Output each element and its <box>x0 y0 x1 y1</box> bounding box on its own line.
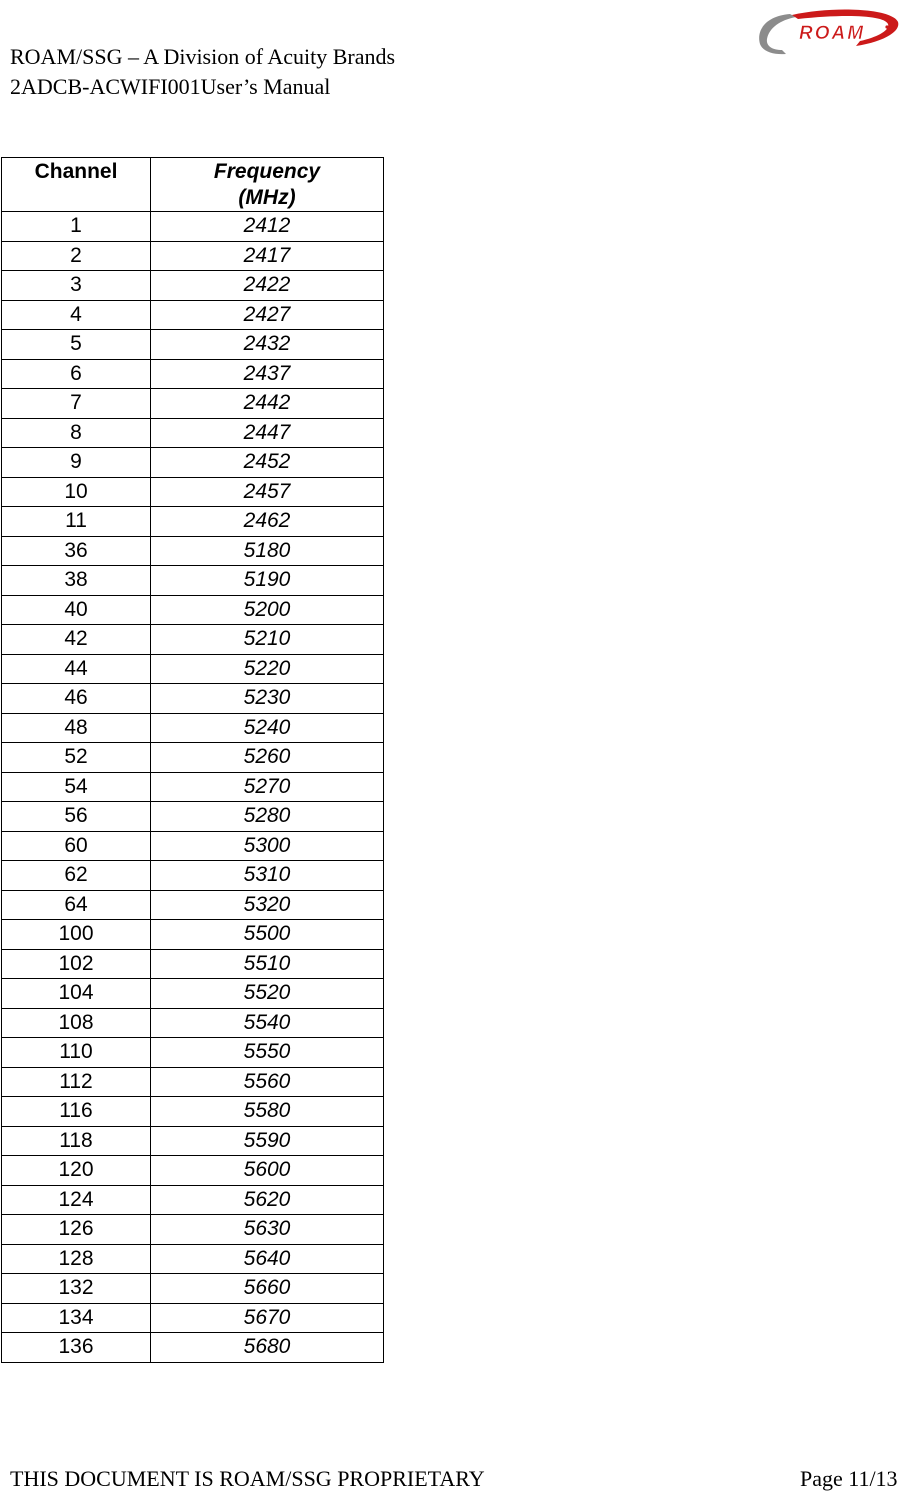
frequency-cell: 5580 <box>151 1097 384 1127</box>
channel-cell: 102 <box>2 949 151 979</box>
header-manual-line: 2ADCB-ACWIFI001User’s Manual <box>10 74 331 99</box>
channel-frequency-table <box>1 157 384 1363</box>
channel-column-header: Channel <box>2 158 151 212</box>
frequency-cell: 5510 <box>151 949 384 979</box>
table-row <box>2 477 384 507</box>
channel-cell: 38 <box>2 566 151 596</box>
frequency-column-header <box>151 158 384 212</box>
channel-cell: 9 <box>2 448 151 478</box>
channel-cell: 110 <box>2 1038 151 1068</box>
table-header-row <box>2 158 384 212</box>
table-row <box>2 684 384 714</box>
frequency-cell: 5310 <box>151 861 384 891</box>
frequency-header-title: Frequency <box>213 160 321 183</box>
table-row <box>2 418 384 448</box>
table-row <box>2 1156 384 1186</box>
table-row <box>2 802 384 832</box>
table-row <box>2 241 384 271</box>
channel-cell: 124 <box>2 1185 151 1215</box>
table-row <box>2 654 384 684</box>
frequency-cell: 5180 <box>151 536 384 566</box>
roam-logo-icon <box>752 8 902 56</box>
frequency-cell: 2452 <box>151 448 384 478</box>
channel-cell: 118 <box>2 1126 151 1156</box>
table-row <box>2 448 384 478</box>
channel-cell: 104 <box>2 979 151 1009</box>
table-body <box>2 212 384 1363</box>
channel-cell: 60 <box>2 831 151 861</box>
channel-cell: 6 <box>2 359 151 389</box>
table-row <box>2 1303 384 1333</box>
table-row <box>2 1038 384 1068</box>
table-row <box>2 271 384 301</box>
table-row <box>2 713 384 743</box>
channel-cell: 11 <box>2 507 151 537</box>
table-row <box>2 212 384 242</box>
channel-cell: 54 <box>2 772 151 802</box>
channel-cell: 128 <box>2 1244 151 1274</box>
frequency-cell: 2442 <box>151 389 384 419</box>
frequency-cell: 5210 <box>151 625 384 655</box>
frequency-cell: 5190 <box>151 566 384 596</box>
channel-cell: 116 <box>2 1097 151 1127</box>
table-row <box>2 1185 384 1215</box>
channel-cell: 4 <box>2 300 151 330</box>
table-row <box>2 566 384 596</box>
table-row <box>2 507 384 537</box>
channel-cell: 108 <box>2 1008 151 1038</box>
channel-cell: 8 <box>2 418 151 448</box>
channel-cell: 3 <box>2 271 151 301</box>
table-row <box>2 536 384 566</box>
frequency-cell: 5660 <box>151 1274 384 1304</box>
frequency-cell: 5670 <box>151 1303 384 1333</box>
frequency-cell: 5200 <box>151 595 384 625</box>
table-row <box>2 949 384 979</box>
frequency-cell: 5240 <box>151 713 384 743</box>
frequency-header-unit: (MHz) <box>238 186 296 209</box>
frequency-cell: 5520 <box>151 979 384 1009</box>
frequency-cell: 5280 <box>151 802 384 832</box>
table-row <box>2 979 384 1009</box>
frequency-cell: 5230 <box>151 684 384 714</box>
frequency-cell: 5540 <box>151 1008 384 1038</box>
frequency-cell: 2447 <box>151 418 384 448</box>
frequency-cell: 5550 <box>151 1038 384 1068</box>
svg-text:ROAM: ROAM <box>798 23 866 44</box>
channel-cell: 10 <box>2 477 151 507</box>
channel-cell: 126 <box>2 1215 151 1245</box>
table-row <box>2 920 384 950</box>
frequency-cell: 2427 <box>151 300 384 330</box>
channel-cell: 136 <box>2 1333 151 1363</box>
frequency-cell: 2417 <box>151 241 384 271</box>
channel-cell: 2 <box>2 241 151 271</box>
channel-cell: 132 <box>2 1274 151 1304</box>
frequency-cell: 2462 <box>151 507 384 537</box>
frequency-cell: 5260 <box>151 743 384 773</box>
table-row <box>2 743 384 773</box>
channel-cell: 7 <box>2 389 151 419</box>
channel-cell: 48 <box>2 713 151 743</box>
frequency-cell: 5220 <box>151 654 384 684</box>
channel-cell: 1 <box>2 212 151 242</box>
table-row <box>2 890 384 920</box>
table-row <box>2 300 384 330</box>
footer-page-number: Page 11/13 <box>800 1466 898 1491</box>
channel-cell: 56 <box>2 802 151 832</box>
channel-cell: 46 <box>2 684 151 714</box>
table-row <box>2 389 384 419</box>
footer-proprietary-notice: THIS DOCUMENT IS ROAM/SSG PROPRIETARY <box>10 1466 485 1491</box>
table-row <box>2 1067 384 1097</box>
table-row <box>2 330 384 360</box>
table-row <box>2 861 384 891</box>
table-row <box>2 1333 384 1363</box>
channel-cell: 120 <box>2 1156 151 1186</box>
channel-cell: 64 <box>2 890 151 920</box>
table-row <box>2 1097 384 1127</box>
frequency-cell: 5560 <box>151 1067 384 1097</box>
channel-cell: 52 <box>2 743 151 773</box>
table-row <box>2 625 384 655</box>
table-row <box>2 1215 384 1245</box>
table-row <box>2 1244 384 1274</box>
channel-cell: 100 <box>2 920 151 950</box>
table-row <box>2 1008 384 1038</box>
channel-cell: 62 <box>2 861 151 891</box>
frequency-cell: 5270 <box>151 772 384 802</box>
channel-cell: 42 <box>2 625 151 655</box>
frequency-cell: 2457 <box>151 477 384 507</box>
channel-cell: 5 <box>2 330 151 360</box>
frequency-cell: 5590 <box>151 1126 384 1156</box>
channel-cell: 40 <box>2 595 151 625</box>
frequency-cell: 5620 <box>151 1185 384 1215</box>
table-row <box>2 359 384 389</box>
frequency-cell: 5680 <box>151 1333 384 1363</box>
table-row <box>2 1274 384 1304</box>
page-header <box>10 42 395 102</box>
frequency-cell: 5630 <box>151 1215 384 1245</box>
frequency-cell: 5640 <box>151 1244 384 1274</box>
channel-cell: 44 <box>2 654 151 684</box>
frequency-cell: 5600 <box>151 1156 384 1186</box>
header-company-line: ROAM/SSG – A Division of Acuity Brands <box>10 44 396 69</box>
channel-cell: 112 <box>2 1067 151 1097</box>
channel-cell: 36 <box>2 536 151 566</box>
frequency-cell: 2422 <box>151 271 384 301</box>
table-row <box>2 595 384 625</box>
frequency-cell: 5320 <box>151 890 384 920</box>
frequency-cell: 5500 <box>151 920 384 950</box>
channel-cell: 134 <box>2 1303 151 1333</box>
frequency-cell: 2412 <box>151 212 384 242</box>
frequency-cell: 2437 <box>151 359 384 389</box>
table-row <box>2 831 384 861</box>
table-row <box>2 1126 384 1156</box>
frequency-cell: 2432 <box>151 330 384 360</box>
frequency-cell: 5300 <box>151 831 384 861</box>
table-row <box>2 772 384 802</box>
